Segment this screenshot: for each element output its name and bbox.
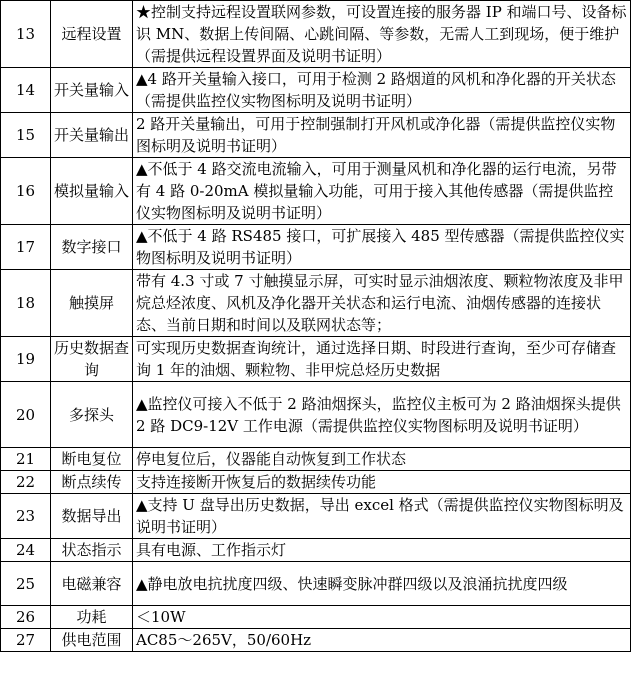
table-row <box>1 562 631 606</box>
row-item-name: 开关量输入 <box>51 68 133 113</box>
row-number: 23 <box>1 494 51 539</box>
row-description: 可实现历史数据查询统计，通过选择日期、时段进行查询，至少可存储查询 1 年的油烟、颗粒物、非甲烷总烃历史数据 <box>133 337 631 382</box>
row-number: 15 <box>1 113 51 158</box>
table-row <box>1 629 631 652</box>
table-row <box>1 68 631 113</box>
row-description: 支持连接断开恢复后的数据续传功能 <box>133 471 631 494</box>
row-item-name: 断点续传 <box>51 471 133 494</box>
spec-table-body <box>1 1 631 652</box>
row-item-name: 状态指示 <box>51 539 133 562</box>
table-row <box>1 113 631 158</box>
row-description: ＜10W <box>133 606 631 629</box>
row-item-name: 供电范围 <box>51 629 133 652</box>
row-number: 19 <box>1 337 51 382</box>
row-item-name: 远程设置 <box>51 1 133 68</box>
table-row <box>1 1 631 68</box>
row-item-name: 多探头 <box>51 382 133 448</box>
table-row <box>1 270 631 337</box>
row-number: 24 <box>1 539 51 562</box>
row-item-name: 触摸屏 <box>51 270 133 337</box>
row-number: 26 <box>1 606 51 629</box>
row-description: 带有 4.3 寸或 7 寸触摸显示屏，可实时显示油烟浓度、颗粒物浓度及非甲烷总烃浓度、风机及净化器开关状态和运行电流、油烟传感器的连接状态、当前日期和时间以及联网状态等； <box>133 270 631 337</box>
row-number: 17 <box>1 225 51 270</box>
row-number: 27 <box>1 629 51 652</box>
row-number: 22 <box>1 471 51 494</box>
row-description: ▲不低于 4 路 RS485 接口，可扩展接入 485 型传感器（需提供监控仪实物图标明及说明书证明） <box>133 225 631 270</box>
row-item-name: 断电复位 <box>51 448 133 471</box>
row-description: AC85～265V，50/60Hz <box>133 629 631 652</box>
row-description: 停电复位后，仪器能自动恢复到工作状态 <box>133 448 631 471</box>
row-number: 14 <box>1 68 51 113</box>
table-row <box>1 382 631 448</box>
row-item-name: 模拟量输入 <box>51 158 133 225</box>
row-item-name: 电磁兼容 <box>51 562 133 606</box>
row-number: 16 <box>1 158 51 225</box>
row-description: 2 路开关量输出，可用于控制强制打开风机或净化器（需提供监控仪实物图标明及说明书证明） <box>133 113 631 158</box>
table-row <box>1 448 631 471</box>
row-item-name: 开关量输出 <box>51 113 133 158</box>
row-description: ▲不低于 4 路交流电流输入，可用于测量风机和净化器的运行电流，另带有 4 路 0-20mA 模拟量输入功能，可用于接入其他传感器（需提供监控仪实物图标明及说明书证明） <box>133 158 631 225</box>
row-item-name: 数字接口 <box>51 225 133 270</box>
row-description: 具有电源、工作指示灯 <box>133 539 631 562</box>
table-row <box>1 158 631 225</box>
row-number: 20 <box>1 382 51 448</box>
table-row <box>1 225 631 270</box>
row-number: 18 <box>1 270 51 337</box>
table-row <box>1 337 631 382</box>
table-row <box>1 494 631 539</box>
row-number: 21 <box>1 448 51 471</box>
row-item-name: 功耗 <box>51 606 133 629</box>
table-row <box>1 471 631 494</box>
row-description: ▲静电放电抗扰度四级、快速瞬变脉冲群四级以及浪涌抗扰度四级 <box>133 562 631 606</box>
row-item-name: 历史数据查询 <box>51 337 133 382</box>
row-description: ▲支持 U 盘导出历史数据，导出 excel 格式（需提供监控仪实物图标明及说明书证明） <box>133 494 631 539</box>
row-description: ▲4 路开关量输入接口，可用于检测 2 路烟道的风机和净化器的开关状态（需提供监控仪实物图标明及说明书证明） <box>133 68 631 113</box>
table-row <box>1 539 631 562</box>
table-row <box>1 606 631 629</box>
row-description: ▲监控仪可接入不低于 2 路油烟探头，监控仪主板可为 2 路油烟探头提供 2 路 DC9-12V 工作电源（需提供监控仪实物图标明及说明书证明） <box>133 382 631 448</box>
row-description: ★控制支持远程设置联网参数，可设置连接的服务器 IP 和端口号、设备标识 MN、数据上传间隔、心跳间隔、等参数，无需人工到现场，便于维护（需提供远程设置界面及说明书证明） <box>133 1 631 68</box>
row-number: 13 <box>1 1 51 68</box>
row-number: 25 <box>1 562 51 606</box>
row-item-name: 数据导出 <box>51 494 133 539</box>
